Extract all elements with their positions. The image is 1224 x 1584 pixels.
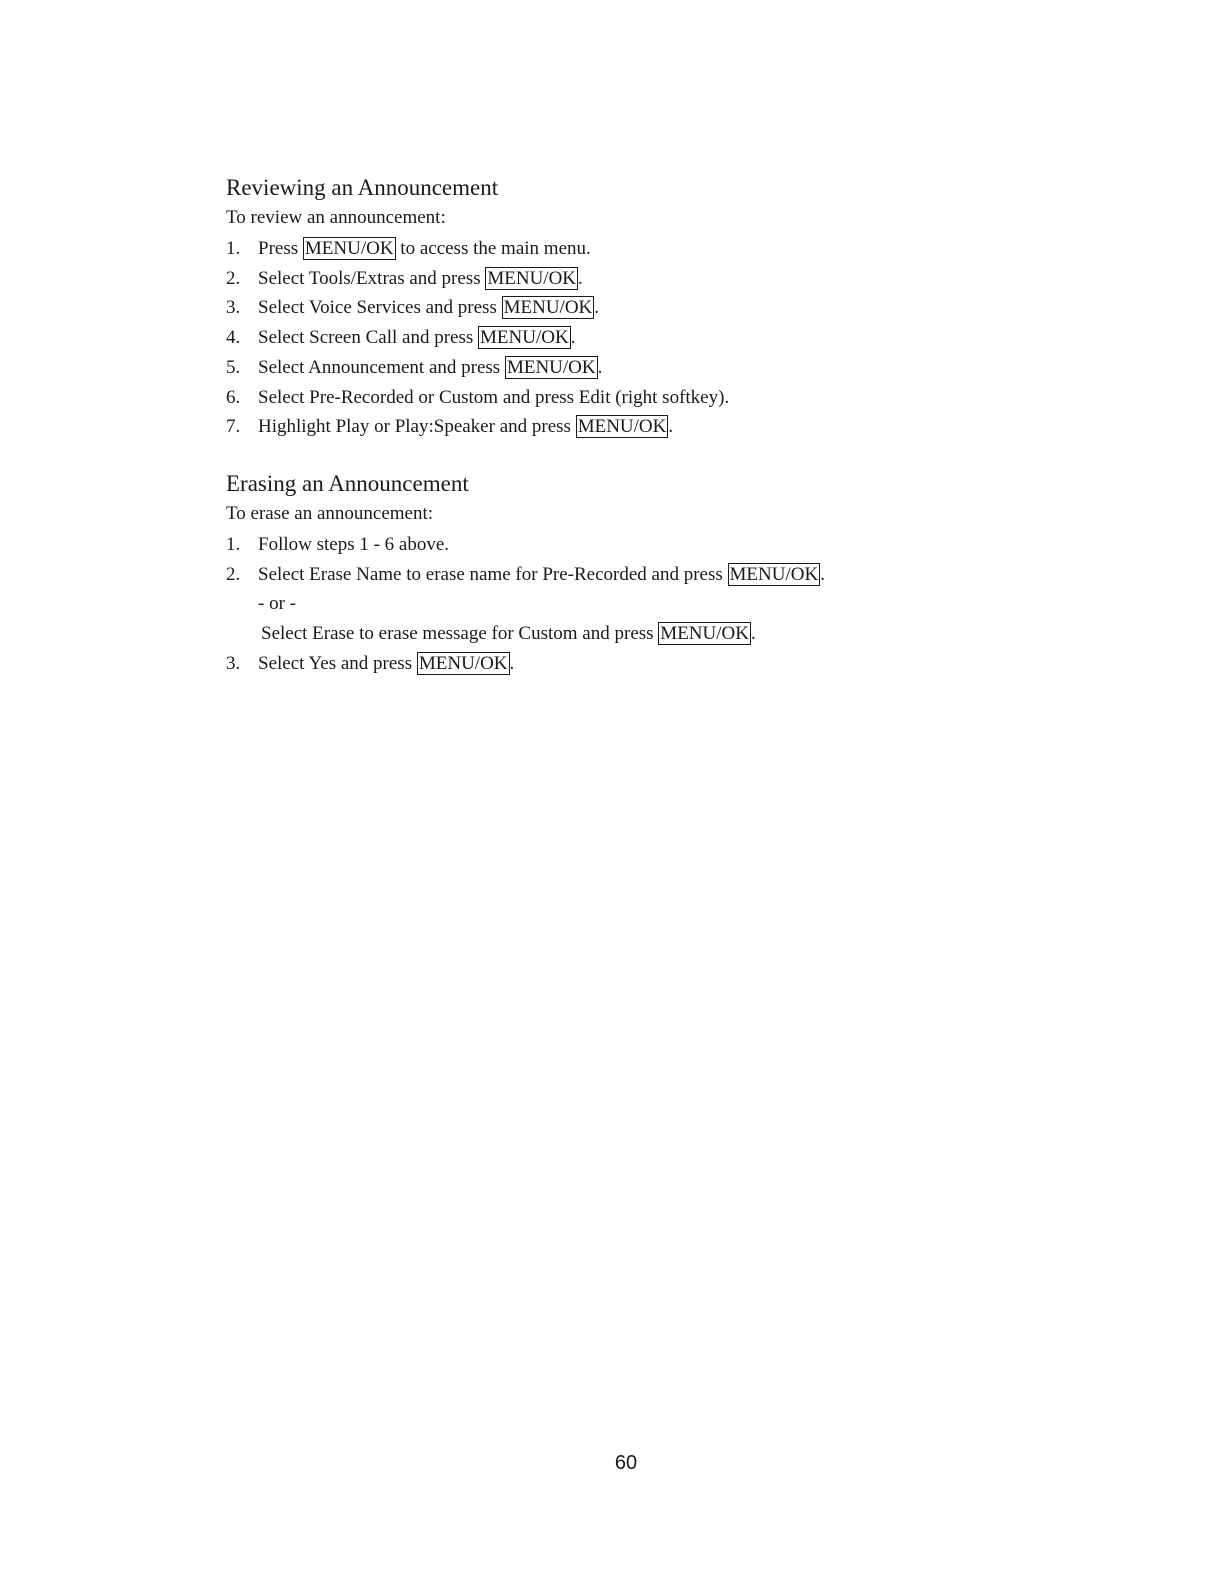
step-text: Follow steps 1 - 6 above. (258, 534, 450, 555)
step-text-end: to access the main menu. (395, 238, 591, 259)
section-title: Erasing an Announcement (226, 471, 469, 496)
menu-ok-key: MENU/OK (503, 297, 593, 319)
step-text-end: . (820, 563, 825, 585)
step-text-end: . (594, 297, 600, 319)
step-item (226, 293, 729, 323)
step-text-end: . (509, 652, 515, 674)
step-text: Select Screen Call and press (258, 327, 479, 349)
menu-ok-key: MENU/OK (729, 563, 819, 585)
menu-ok-key: MENU/OK (660, 623, 749, 645)
menu-ok-key: MENU/OK (304, 238, 394, 259)
menu-ok-key: MENU/OK (506, 356, 596, 378)
step-number: 3. (226, 652, 241, 674)
step-item (226, 264, 729, 294)
step-text: Select Voice Services and press (258, 297, 502, 319)
step-text: Select Pre-Recorded or Custom and press Edit (right softkey). (258, 386, 730, 408)
section-title: Reviewing an Announcement (226, 175, 499, 200)
step-text: Select Erase Name to erase name for Pre-Recorded and press (258, 563, 728, 585)
step-text: Select Tools/Extras and press (258, 267, 486, 289)
step-number: 3. (226, 297, 241, 319)
step-text-end: . (597, 356, 603, 378)
step-or-separator (226, 589, 825, 619)
step-number: 1. (226, 534, 241, 555)
steps-list (226, 234, 729, 442)
steps-list (226, 530, 825, 679)
step-text-end: . (570, 327, 576, 349)
step-text: Select Erase to erase message for Custom and press (261, 623, 659, 645)
step-item (226, 323, 729, 353)
step-text: Select Announcement and press (258, 356, 505, 378)
step-item (226, 383, 729, 413)
step-item (226, 560, 825, 590)
or-text: - or - (258, 593, 296, 615)
step-text: Press (258, 238, 303, 259)
menu-ok-key: MENU/OK (480, 327, 569, 349)
page-number: 60 (614, 1452, 638, 1474)
step-item (226, 353, 729, 383)
menu-ok-key: MENU/OK (418, 652, 508, 674)
step-text-end: . (750, 623, 756, 645)
step-number: 4. (226, 327, 241, 349)
step-text: Select Yes and press (258, 652, 417, 674)
step-number: 2. (226, 267, 241, 289)
step-text: Highlight Play or Play:Speaker and press (258, 416, 576, 438)
menu-ok-key: MENU/OK (577, 416, 667, 438)
step-number: 6. (226, 386, 241, 408)
step-item (226, 530, 825, 560)
step-alternative (226, 619, 825, 649)
menu-ok-key: MENU/OK (487, 267, 577, 289)
step-text-end: . (668, 416, 674, 438)
step-number: 2. (226, 563, 241, 585)
step-number: 5. (226, 356, 241, 378)
section-intro: To review an announcement: (226, 207, 446, 228)
step-item (226, 234, 729, 264)
step-number: 7. (226, 416, 241, 438)
step-item (226, 412, 729, 442)
section-erasing-announcement (226, 468, 825, 679)
section-reviewing-announcement (226, 172, 729, 442)
step-text-end: . (578, 267, 583, 289)
section-intro: To erase an announcement: (226, 503, 434, 524)
step-number: 1. (226, 238, 241, 259)
step-item (226, 649, 825, 679)
